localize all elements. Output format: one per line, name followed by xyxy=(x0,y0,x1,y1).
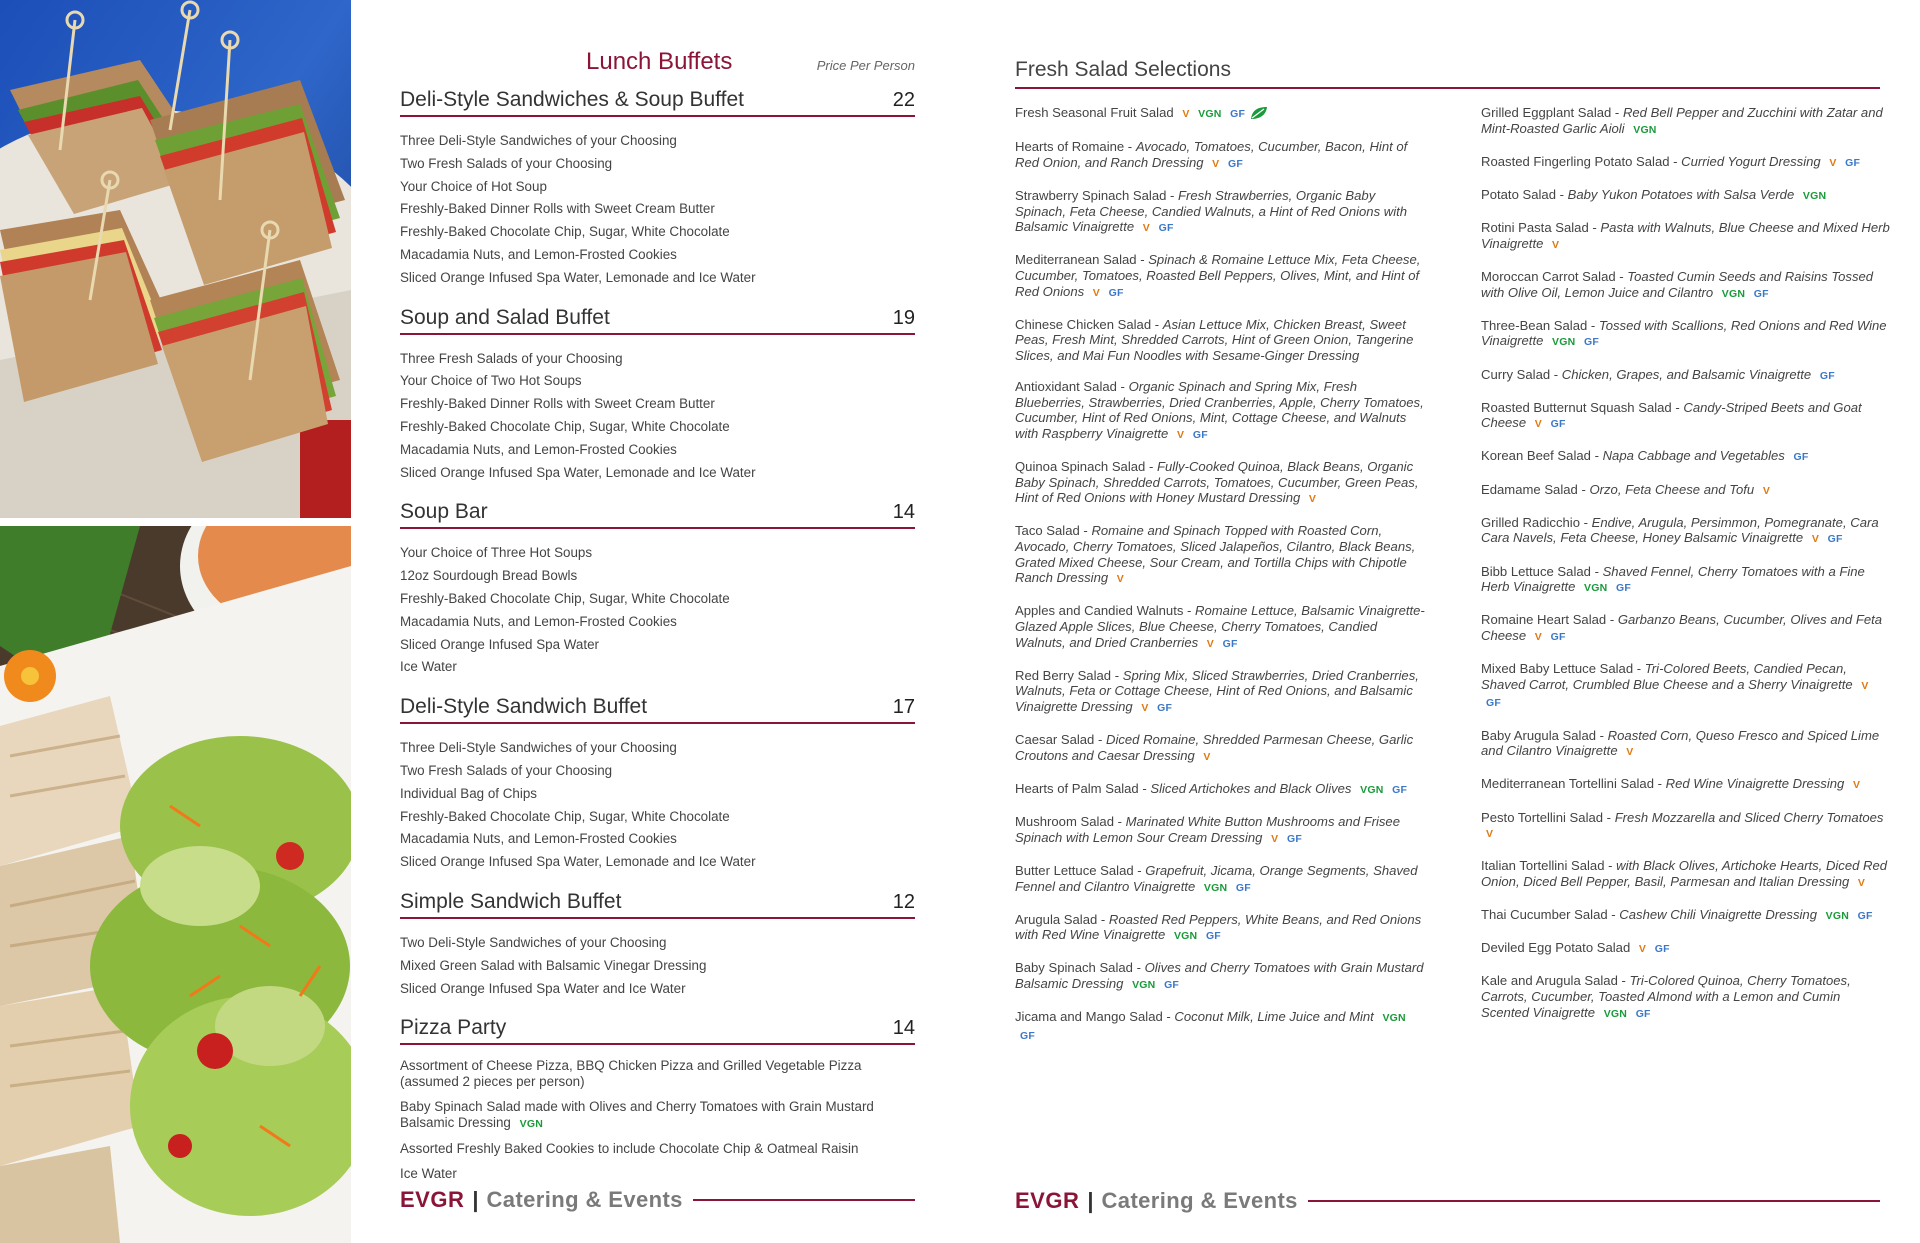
buffet-item: Freshly-Baked Chocolate Chip, Sugar, White Chocolate xyxy=(400,418,730,434)
salad-section-title: Fresh Salad Selections xyxy=(1015,58,1880,89)
salad-name: Mixed Baby Lettuce Salad xyxy=(1481,661,1634,677)
salad-item: Grilled Eggplant Salad - Red Bell Pepper and Zucchini with Zatar and Mint-Roasted Garlic Aioli VGN xyxy=(1481,105,1883,136)
gf-badge: GF xyxy=(1753,287,1769,300)
salad-item: Italian Tortellini Salad - with Black Olives, Artichoke Hearts, Diced Red Onion, Diced Bell Pepper, Basil, Parmesan and Italian Dressing V xyxy=(1481,858,1888,889)
buffet-item xyxy=(400,1058,915,1090)
salad-name: Fresh Seasonal Fruit Salad xyxy=(1015,105,1174,120)
buffet-item: Three Fresh Salads of your Choosing xyxy=(400,350,623,366)
salad-item: Thai Cucumber Salad - Cashew Chili Vinaigrette Dressing VGN GF xyxy=(1481,907,1873,923)
buffet-block xyxy=(400,695,915,874)
brand-divider xyxy=(1308,1200,1880,1202)
v-badge: V xyxy=(1552,238,1560,251)
salad-item: Baby Spinach Salad - Olives and Cherry Tomatoes with Grain Mustard Balsamic Dressing VGN GF xyxy=(1015,960,1424,992)
salad-description: Toasted Cumin Seeds and Raisins Tossed with Olive Oil, Lemon Juice and Cilantro xyxy=(1481,268,1874,300)
buffet-item: Sliced Orange Infused Spa Water and Ice Water xyxy=(400,980,686,996)
salad-description: Tri-Colored Quinoa, Cherry Tomatoes, Carrots, Cucumber, Toasted Almond with a Lemon and Cumin Scented Vinaigrette xyxy=(1481,973,1851,1020)
salad-name: Pesto Tortellini Salad xyxy=(1481,809,1604,825)
buffet-item xyxy=(400,1166,915,1182)
salad-item: Hearts of Palm Salad - Sliced Artichokes and Black Olives VGN GF xyxy=(1015,780,1408,796)
salad-name: Edamame Salad xyxy=(1481,481,1578,497)
brand-logo: EVGR xyxy=(400,1187,465,1212)
buffet-header xyxy=(400,500,915,529)
buffet-items xyxy=(400,542,915,679)
v-badge: V xyxy=(1092,286,1101,299)
salad-item: Moroccan Carrot Salad - Toasted Cumin Seeds and Raisins Tossed with Olive Oil, Lemon Juice and Cilantro VGN GF xyxy=(1481,268,1874,300)
buffet-header xyxy=(400,890,915,919)
v-badge: V xyxy=(1486,828,1494,841)
salad-column-right xyxy=(1481,105,1891,1038)
buffet-item: Freshly-Baked Dinner Rolls with Sweet Cream Butter xyxy=(400,396,715,412)
buffet-items xyxy=(400,130,915,290)
salad-name: Mediterranean Tortellini Salad xyxy=(1481,776,1654,792)
salad-item: Mushroom Salad - Marinated White Button Mushrooms and Frisee Spinach with Lemon Sour Cream Dressing V GF xyxy=(1015,814,1400,845)
salad-name: Taco Salad xyxy=(1015,523,1080,539)
buffet-items xyxy=(400,1058,915,1182)
salad-item xyxy=(1015,105,1425,124)
salad-description: Cashew Chili Vinaigrette Dressing xyxy=(1619,907,1817,923)
salad-item: Mixed Baby Lettuce Salad - Tri-Colored Beets, Candied Pecan, Shaved Carrot, Crumbled Blue Cheese and a Sherry Vinaigrette V GF xyxy=(1481,661,1869,710)
v-badge: V xyxy=(1182,108,1190,120)
vgn-badge: VGN xyxy=(1633,123,1657,136)
gf-badge: GF xyxy=(1635,1007,1651,1020)
salad-description: Olives and Cherry Tomatoes with Grain Mustard Balsamic Dressing xyxy=(1015,960,1424,992)
vgn-badge: VGN xyxy=(1203,881,1228,894)
salad-description: Red Bell Pepper and Zucchini with Zatar and Mint-Roasted Garlic Aioli xyxy=(1481,105,1883,136)
buffet-item: Ice Water xyxy=(400,659,457,675)
salad-name: Korean Beef Salad xyxy=(1481,448,1591,464)
salad-name: Quinoa Spinach Salad xyxy=(1015,459,1146,475)
buffet-item: Sliced Orange Infused Spa Water xyxy=(400,636,599,652)
v-badge: V xyxy=(1762,484,1771,497)
vgn-badge: VGN xyxy=(1802,189,1827,202)
buffet-item: Macadamia Nuts, and Lemon-Frosted Cookies xyxy=(400,831,677,847)
vgn-badge: VGN xyxy=(1584,582,1608,595)
brand-name: Catering & Events xyxy=(486,1187,683,1212)
buffet-header xyxy=(400,306,915,335)
buffet-item: Sliced Orange Infused Spa Water, Lemonade and Ice Water xyxy=(400,464,756,480)
salad-description: Pasta with Walnuts, Blue Cheese and Mixed Herb Vinaigrette xyxy=(1481,220,1890,251)
salad-item: Three-Bean Salad - Tossed with Scallions, Red Onions and Red Wine Vinaigrette VGN GF xyxy=(1481,317,1887,349)
v-badge: V xyxy=(1534,631,1542,643)
buffet-name: Pizza Party xyxy=(400,1016,507,1040)
salad-item: Taco Salad - Romaine and Spinach Topped with Roasted Corn, Avocado, Cherry Tomatoes, Sliced Jalapeños, Cilantro, Black Beans, Grated Mixed Cheese, Sour Cream, and Tortilla Chips with Chipotle Ranch Dressing V xyxy=(1015,523,1416,586)
salad-name: Thai Cucumber Salad xyxy=(1481,907,1608,923)
buffet-items xyxy=(400,737,915,874)
buffet-items xyxy=(400,932,915,1000)
gf-badge: GF xyxy=(1857,910,1873,923)
salad-item: Edamame Salad - Orzo, Feta Cheese and Tofu V xyxy=(1481,481,1771,497)
buffet-price: 19 xyxy=(892,306,915,329)
salad-item: Romaine Heart Salad - Garbanzo Beans, Cucumber, Olives and Feta Cheese V GF xyxy=(1481,612,1883,643)
buffet-price: 14 xyxy=(892,1017,915,1040)
buffet-item: Macadamia Nuts, and Lemon-Frosted Cookies xyxy=(400,613,677,629)
salad-name: Caesar Salad xyxy=(1015,732,1095,748)
sandwich-photo xyxy=(0,0,351,518)
gf-badge: GF xyxy=(1020,1029,1035,1042)
buffet-item: Sliced Orange Infused Spa Water, Lemonade and Ice Water xyxy=(400,854,756,870)
salad-name: Antioxidant Salad xyxy=(1015,379,1117,395)
salad-description: Red Wine Vinaigrette Dressing xyxy=(1665,776,1845,792)
salad-description: with Black Olives, Artichoke Hearts, Diced Red Onion, Diced Bell Pepper, Basil, Parmesan and Italian Dressing xyxy=(1481,858,1888,889)
brand-separator: | xyxy=(1087,1188,1094,1213)
gf-badge: GF xyxy=(1827,533,1843,546)
buffet-header xyxy=(400,88,915,117)
salad-name: Deviled Egg Potato Salad xyxy=(1481,940,1631,956)
buffet-item: Sliced Orange Infused Spa Water, Lemonade and Ice Water xyxy=(400,269,756,285)
salad-description: Spinach & Romaine Lettuce Mix, Feta Cheese, Cucumber, Tomatoes, Roasted Bell Peppers, Olives, Mint, and Hint of Red Onions xyxy=(1015,252,1421,299)
salad-name: Curry Salad xyxy=(1481,366,1551,382)
v-badge: V xyxy=(1534,418,1542,431)
gf-badge: GF xyxy=(1550,631,1566,643)
buffet-list xyxy=(400,88,915,1182)
gf-badge: GF xyxy=(1158,222,1174,235)
buffet-item: Your Choice of Three Hot Soups xyxy=(400,545,593,561)
buffet-item-text: Baby Spinach Salad made with Olives and Cherry Tomatoes with Grain Mustard Balsamic Dressing xyxy=(400,1099,874,1131)
salad-description: Fresh Strawberries, Organic Baby Spinach, Feta Cheese, Candied Walnuts, a Hint of Red Onions with Balsamic Vinaigrette xyxy=(1015,187,1408,235)
v-badge: V xyxy=(1116,573,1125,586)
gf-badge: GF xyxy=(1793,451,1809,464)
buffet-item-text: Ice Water xyxy=(400,1166,457,1182)
v-badge: V xyxy=(1271,832,1279,845)
v-badge: V xyxy=(1308,493,1317,506)
buffet-name: Soup and Salad Buffet xyxy=(400,305,610,329)
salad-item: Red Berry Salad - Spring Mix, Sliced Strawberries, Dried Cranberries, Walnuts, Feta or Cottage Cheese, Hint of Red Onions, and Balsamic Vinaigrette Dressing V GF xyxy=(1015,667,1419,714)
v-badge: V xyxy=(1626,746,1634,759)
gf-badge: GF xyxy=(1819,369,1835,382)
gf-badge: GF xyxy=(1192,428,1208,441)
v-badge: V xyxy=(1861,679,1869,692)
gf-badge: GF xyxy=(1616,582,1632,595)
salad-name: Kale and Arugula Salad xyxy=(1481,973,1618,989)
salad-item xyxy=(1481,940,1891,958)
salad-name: Arugula Salad xyxy=(1015,911,1098,927)
salad-name: Roasted Butternut Squash Salad xyxy=(1481,399,1672,415)
buffet-item: Freshly-Baked Chocolate Chip, Sugar, White Chocolate xyxy=(400,590,730,606)
salad-item: Hearts of Romaine - Avocado, Tomatoes, Cucumber, Bacon, Hint of Red Onion, and Ranch Dressing V GF xyxy=(1015,139,1408,170)
gf-badge: GF xyxy=(1164,979,1180,992)
salad-name: Butter Lettuce Salad xyxy=(1015,862,1134,878)
buffet-item: Macadamia Nuts, and Lemon-Frosted Cookies xyxy=(400,246,677,262)
buffet-item: Freshly-Baked Dinner Rolls with Sweet Cream Butter xyxy=(400,201,715,217)
buffet-item: Your Choice of Hot Soup xyxy=(400,178,547,194)
vgn-badge: VGN xyxy=(519,1118,543,1131)
footer-brand-right xyxy=(1015,1186,1880,1216)
salad-item: Roasted Butternut Squash Salad - Candy-Striped Beets and Goat Cheese V GF xyxy=(1481,399,1862,431)
lunch-buffets-section xyxy=(400,48,915,1191)
salad-description: Avocado, Tomatoes, Cucumber, Bacon, Hint of Red Onion, and Ranch Dressing xyxy=(1015,139,1408,170)
salad-item: Antioxidant Salad - Organic Spinach and Spring Mix, Fresh Blueberries, Strawberries, Dried Cranberries, Apple, Cherry Tomatoes, Cucumber, Hint of Red Onions, Mint, Cottage Cheese, and Walnuts with Raspberry Vinaigrette V GF xyxy=(1015,379,1424,441)
salad-item: Arugula Salad - Roasted Red Peppers, White Beans, and Red Onions with Red Wine Vinaigrette VGN GF xyxy=(1015,911,1422,943)
salad-name: Hearts of Romaine xyxy=(1015,139,1125,155)
gf-badge: GF xyxy=(1228,157,1243,170)
salad-description: Grapefruit, Jicama, Orange Segments, Shaved Fennel and Cilantro Vinaigrette xyxy=(1015,862,1418,894)
salad-description: Chicken, Grapes, and Balsamic Vinaigrette xyxy=(1561,366,1812,382)
salad-item: Butter Lettuce Salad - Grapefruit, Jicama, Orange Segments, Shaved Fennel and Cilantro Vinaigrette VGN GF xyxy=(1015,862,1418,894)
gf-badge: GF xyxy=(1235,881,1251,894)
brand-name: Catering & Events xyxy=(1101,1188,1298,1213)
salad-item: Apples and Candied Walnuts - Romaine Lettuce, Balsamic Vinaigrette-Glazed Apple Slices, Blue Cheese, Cherry Tomatoes, Candied Walnuts, and Dried Cranberries V GF xyxy=(1015,603,1425,650)
brand-logo: EVGR xyxy=(1015,1188,1080,1213)
salad-name: Grilled Eggplant Salad xyxy=(1481,105,1612,120)
salad-item: Pesto Tortellini Salad - Fresh Mozzarella and Sliced Cherry Tomatoes V xyxy=(1481,809,1884,841)
buffet-name: Soup Bar xyxy=(400,500,488,524)
salad-item: Mediterranean Salad - Spinach & Romaine Lettuce Mix, Feta Cheese, Cucumber, Tomatoes, Roasted Bell Peppers, Olives, Mint, and Hint of Red Onions V GF xyxy=(1015,252,1421,299)
salad-description: Diced Romaine, Shredded Parmesan Cheese, Garlic Croutons and Caesar Dressing xyxy=(1015,732,1414,763)
leaf-icon xyxy=(1250,106,1268,124)
buffet-item: Mixed Green Salad with Balsamic Vinegar Dressing xyxy=(400,957,707,973)
gf-badge: GF xyxy=(1845,156,1861,169)
buffet-item-text: Assortment of Cheese Pizza, BBQ Chicken Pizza and Grilled Vegetable Pizza (assumed 2 pieces per person) xyxy=(400,1058,862,1090)
salad-name: Romaine Heart Salad xyxy=(1481,612,1607,628)
salad-name: Rotini Pasta Salad xyxy=(1481,220,1589,236)
v-badge: V xyxy=(1203,750,1211,763)
salad-description: Sliced Artichokes and Black Olives xyxy=(1150,780,1352,796)
vgn-badge: VGN xyxy=(1825,910,1849,923)
vgn-badge: VGN xyxy=(1603,1007,1628,1020)
gf-badge: GF xyxy=(1222,637,1238,650)
brand-divider xyxy=(693,1199,915,1201)
buffet-block xyxy=(400,1016,915,1182)
salad-column-left xyxy=(1015,105,1425,1060)
salad-description: Marinated White Button Mushrooms and Frisee Spinach with Lemon Sour Cream Dressing xyxy=(1015,814,1400,845)
salad-item: Korean Beef Salad - Napa Cabbage and Vegetables GF xyxy=(1481,448,1809,464)
salad-description: Romaine and Spinach Topped with Roasted Corn, Avocado, Cherry Tomatoes, Sliced Jalapeños, Cilantro, Black Beans, Grated Mixed Cheese, Sour Cream, and Tortilla Chips with Chipotle Ranch Dressing xyxy=(1015,523,1416,586)
buffet-item-text: Assorted Freshly Baked Cookies to include Chocolate Chip & Oatmeal Raisin xyxy=(400,1141,859,1157)
v-badge: V xyxy=(1212,157,1220,170)
salad-name: Mediterranean Salad xyxy=(1015,252,1137,268)
buffet-item: Three Deli-Style Sandwiches of your Choosing xyxy=(400,740,677,756)
salad-name: Potato Salad xyxy=(1481,186,1556,202)
v-badge: V xyxy=(1176,428,1185,441)
buffet-price: 14 xyxy=(892,501,915,524)
salad-description: Roasted Red Peppers, White Beans, and Red Onions with Red Wine Vinaigrette xyxy=(1015,911,1422,943)
salad-description: Garbanzo Beans, Cucumber, Olives and Feta Cheese xyxy=(1481,612,1883,643)
gf-badge: GF xyxy=(1157,701,1173,714)
gf-badge: GF xyxy=(1486,697,1501,710)
vgn-badge: VGN xyxy=(1552,336,1576,349)
salad-item: Mediterranean Tortellini Salad - Red Wine Vinaigrette Dressing V xyxy=(1481,776,1861,792)
salad-description: Coconut Milk, Lime Juice and Mint xyxy=(1174,1009,1374,1025)
salad-description: Orzo, Feta Cheese and Tofu xyxy=(1589,481,1755,497)
salad-item: Kale and Arugula Salad - Tri-Colored Quinoa, Cherry Tomatoes, Carrots, Cucumber, Toasted Almond with a Lemon and Cumin Scented Vinaigrette VGN GF xyxy=(1481,973,1851,1020)
salad-description: Napa Cabbage and Vegetables xyxy=(1602,448,1785,464)
salad-name: Three-Bean Salad xyxy=(1481,317,1588,333)
buffet-name: Simple Sandwich Buffet xyxy=(400,889,622,913)
v-badge: V xyxy=(1638,943,1647,956)
salad-name: Baby Spinach Salad xyxy=(1015,960,1133,976)
salad-item: Jicama and Mango Salad - Coconut Milk, Lime Juice and Mint VGN GF xyxy=(1015,1009,1406,1042)
buffet-item: 12oz Sourdough Bread Bowls xyxy=(400,568,578,584)
salad-item: Quinoa Spinach Salad - Fully-Cooked Quinoa, Black Beans, Organic Baby Spinach, Shredded Carrots, Tomatoes, Cucumber, Green Peas, Hint of Red Onions with Honey Mustard Dressing V xyxy=(1015,459,1419,506)
lunch-buffets-title: Lunch Buffets xyxy=(586,48,733,75)
gf-badge: GF xyxy=(1550,418,1566,431)
buffet-item: Your Choice of Two Hot Soups xyxy=(400,373,582,389)
salad-name: Bibb Lettuce Salad xyxy=(1481,563,1591,579)
buffet-item: Freshly-Baked Chocolate Chip, Sugar, White Chocolate xyxy=(400,224,730,240)
price-per-person-label: Price Per Person xyxy=(816,58,915,73)
salad-name: Apples and Candied Walnuts xyxy=(1015,603,1184,619)
salad-description: Organic Spinach and Spring Mix, Fresh Blueberries, Strawberries, Dried Cranberries, Apple, Cherry Tomatoes, Cucumber, Hint of Red Onions, Mint, Cottage Cheese, and Walnuts with Raspberry Vinaigrette xyxy=(1015,379,1424,441)
salad-name: Chinese Chicken Salad xyxy=(1015,316,1152,332)
v-badge: V xyxy=(1852,779,1861,792)
gf-badge: GF xyxy=(1205,930,1221,943)
buffet-item: Two Deli-Style Sandwiches of your Choosing xyxy=(400,934,667,950)
vgn-badge: VGN xyxy=(1132,979,1156,992)
gf-badge: GF xyxy=(1392,783,1408,796)
salad-item: Strawberry Spinach Salad - Fresh Strawberries, Organic Baby Spinach, Feta Cheese, Candied Walnuts, a Hint of Red Onions with Balsamic Vinaigrette V GF xyxy=(1015,187,1408,235)
buffet-item: Macadamia Nuts, and Lemon-Frosted Cookies xyxy=(400,441,677,457)
brand-separator: | xyxy=(472,1187,479,1212)
buffet-items xyxy=(400,348,915,485)
buffet-price: 17 xyxy=(892,696,915,719)
salad-item: Chinese Chicken Salad - Asian Lettuce Mix, Chicken Breast, Sweet Peas, Fresh Mint, Shredded Carrots, Hint of Green Onion, Tangerine Slices, and Mai Fun Noodles with Sesame-Ginger Dressing xyxy=(1015,316,1414,363)
salad-description: Endive, Arugula, Persimmon, Pomegranate, Cara Cara Navels, Feta Cheese, Honey Balsamic Vinaigrette xyxy=(1481,514,1879,546)
vgn-badge: VGN xyxy=(1198,108,1222,120)
buffet-item: Freshly-Baked Chocolate Chip, Sugar, White Chocolate xyxy=(400,808,730,824)
salad-name: Mushroom Salad xyxy=(1015,814,1114,830)
buffet-header xyxy=(400,1016,915,1045)
salad-name: Jicama and Mango Salad xyxy=(1015,1009,1163,1025)
footer-brand-left xyxy=(400,1185,915,1215)
buffet-price: 22 xyxy=(892,89,915,111)
salad-item: Rotini Pasta Salad - Pasta with Walnuts, Blue Cheese and Mixed Herb Vinaigrette V xyxy=(1481,220,1890,251)
salad-description: Tossed with Scallions, Red Onions and Red Wine Vinaigrette xyxy=(1481,317,1887,349)
v-badge: V xyxy=(1141,701,1149,714)
vgn-badge: VGN xyxy=(1360,783,1384,796)
v-badge: V xyxy=(1857,876,1866,889)
gf-badge: GF xyxy=(1230,108,1246,120)
buffet-header xyxy=(400,695,915,724)
buffet-block xyxy=(400,890,915,1000)
salad-description: Roasted Corn, Queso Fresco and Spiced Lime and Cilantro Vinaigrette xyxy=(1481,727,1880,759)
gf-badge: GF xyxy=(1584,336,1599,349)
salad-name: Roasted Fingerling Potato Salad xyxy=(1481,153,1670,169)
salad-description: Romaine Lettuce, Balsamic Vinaigrette-Glazed Apple Slices, Blue Cheese, Cherry Tomatoes, Candied Walnuts, and Dried Cranberries xyxy=(1015,603,1425,650)
vgn-badge: VGN xyxy=(1721,287,1746,300)
salad-item: Baby Arugula Salad - Roasted Corn, Queso Fresco and Spiced Lime and Cilantro Vinaigrette V xyxy=(1481,727,1880,759)
salad-item: Roasted Fingerling Potato Salad - Curried Yogurt Dressing V GF xyxy=(1481,153,1861,169)
gf-badge: GF xyxy=(1286,832,1302,845)
buffet-item xyxy=(400,1099,915,1132)
salad-name: Hearts of Palm Salad xyxy=(1015,780,1139,796)
v-badge: V xyxy=(1811,533,1820,546)
gf-badge: GF xyxy=(1654,943,1670,956)
buffet-name: Deli-Style Sandwiches & Soup Buffet xyxy=(400,88,744,111)
v-badge: V xyxy=(1142,222,1150,235)
salad-description: Shaved Fennel, Cherry Tomatoes with a Fine Herb Vinaigrette xyxy=(1481,563,1865,595)
photo-column xyxy=(0,0,351,1243)
buffet-block xyxy=(400,88,915,290)
buffet-item xyxy=(400,1141,915,1157)
salad-description: Fresh Mozzarella and Sliced Cherry Tomatoes xyxy=(1614,809,1884,825)
buffet-item: Two Fresh Salads of your Choosing xyxy=(400,762,613,778)
salad-name: Moroccan Carrot Salad xyxy=(1481,268,1616,284)
salad-item: Potato Salad - Baby Yukon Potatoes with Salsa Verde VGN xyxy=(1481,186,1827,202)
salad-item: Bibb Lettuce Salad - Shaved Fennel, Cherry Tomatoes with a Fine Herb Vinaigrette VGN GF xyxy=(1481,563,1865,595)
salad-description: Spring Mix, Sliced Strawberries, Dried Cranberries, Walnuts, Feta or Cottage Cheese, Hint of Red Onions, and Balsamic Vinaigrette Dressing xyxy=(1015,667,1419,714)
buffet-block xyxy=(400,306,915,485)
salad-description: Asian Lettuce Mix, Chicken Breast, Sweet Peas, Fresh Mint, Shredded Carrots, Hint of Green Onion, Tangerine Slices, and Mai Fun Noodles with Sesame-Ginger Dressing xyxy=(1015,316,1414,363)
gf-badge: GF xyxy=(1108,286,1124,299)
salad-name: Strawberry Spinach Salad xyxy=(1015,187,1167,203)
buffet-item: Three Deli-Style Sandwiches of your Choosing xyxy=(400,133,677,148)
buffet-name: Deli-Style Sandwich Buffet xyxy=(400,695,648,719)
salad-description: Curried Yogurt Dressing xyxy=(1681,153,1821,169)
salad-name: Italian Tortellini Salad xyxy=(1481,858,1605,874)
salad-item: Grilled Radicchio - Endive, Arugula, Persimmon, Pomegranate, Cara Cara Navels, Feta Cheese, Honey Balsamic Vinaigrette V GF xyxy=(1481,514,1879,546)
vgn-badge: VGN xyxy=(1173,930,1198,943)
salad-description: Baby Yukon Potatoes with Salsa Verde xyxy=(1567,186,1795,202)
buffet-price: 12 xyxy=(892,890,915,913)
salad-name: Red Berry Salad xyxy=(1015,667,1112,683)
v-badge: V xyxy=(1829,156,1837,169)
salad-name: Grilled Radicchio xyxy=(1481,514,1580,530)
salad-item: Caesar Salad - Diced Romaine, Shredded Parmesan Cheese, Garlic Croutons and Caesar Dressing V xyxy=(1015,732,1414,763)
salad-description: Candy-Striped Beets and Goat Cheese xyxy=(1481,399,1862,431)
v-badge: V xyxy=(1206,637,1215,650)
buffet-block xyxy=(400,500,915,679)
salad-item: Curry Salad - Chicken, Grapes, and Balsamic Vinaigrette GF xyxy=(1481,366,1835,382)
salad-description: Tri-Colored Beets, Candied Pecan, Shaved Carrot, Crumbled Blue Cheese and a Sherry Vinaigrette xyxy=(1481,661,1853,692)
vgn-badge: VGN xyxy=(1382,1012,1406,1025)
salad-name: Baby Arugula Salad xyxy=(1481,727,1597,743)
chicken-salad-photo xyxy=(0,526,351,1243)
salad-description: Fully-Cooked Quinoa, Black Beans, Organic Baby Spinach, Shredded Carrots, Tomatoes, Cucumber, Green Peas, Hint of Red Onions with Honey Mustard Dressing xyxy=(1015,459,1419,506)
buffet-item: Individual Bag of Chips xyxy=(400,785,537,801)
buffet-item: Two Fresh Salads of your Choosing xyxy=(400,155,613,171)
